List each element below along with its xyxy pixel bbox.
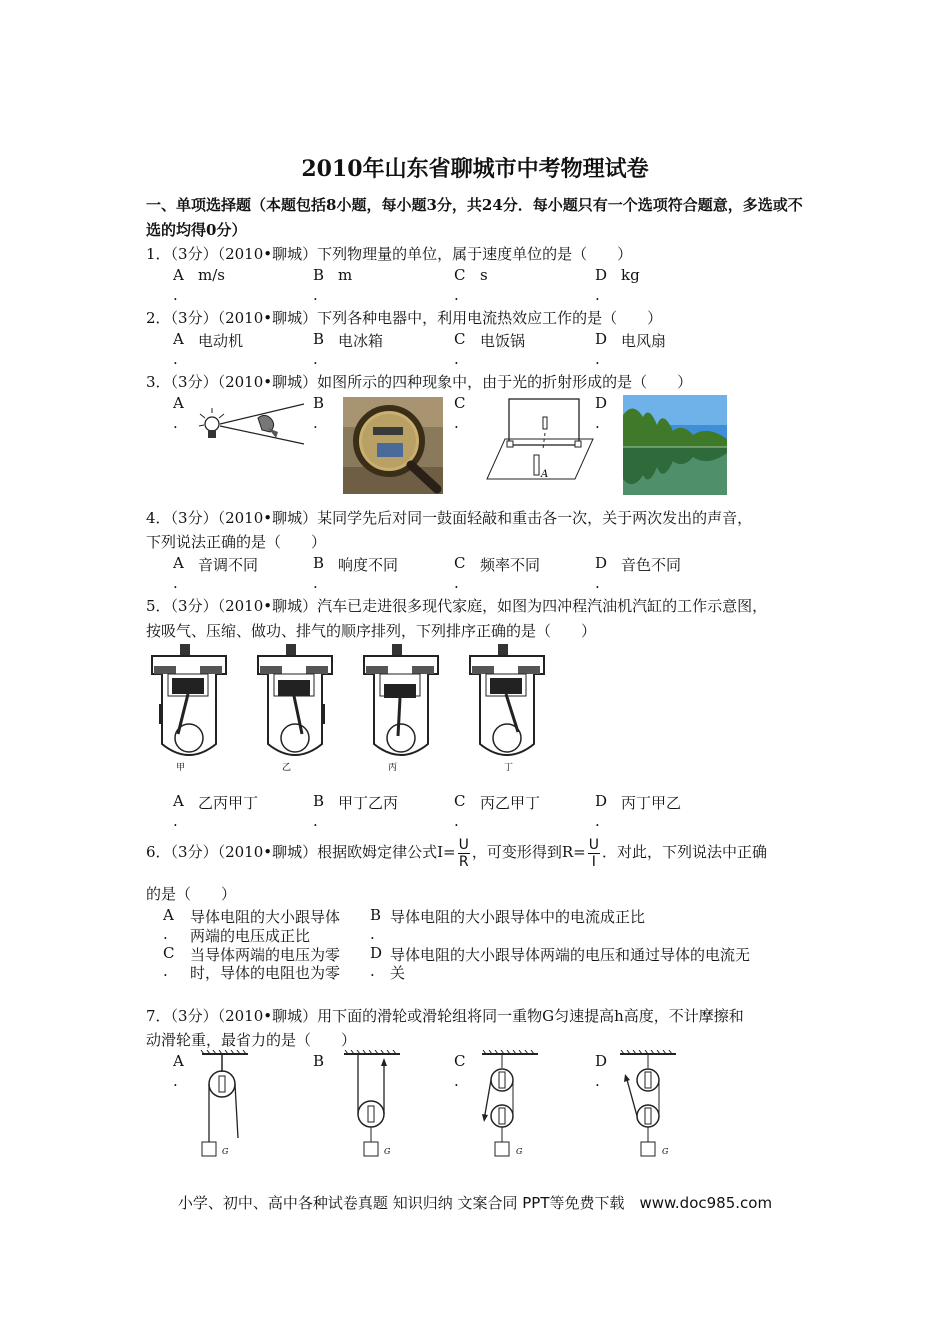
q6-option-a-letter: A <box>163 906 174 924</box>
q5-option-d-text: 丙丁甲乙 <box>621 794 682 812</box>
q7-option-d-letter: D <box>595 1052 608 1070</box>
q4-option-d-text: 音色不同 <box>621 556 682 574</box>
q4-option-a-text: 音调不同 <box>198 556 259 574</box>
question-2-stem: 2．（3分）（2010•聊城）下列各种电器中，利用电流热效应工作的是（ ） <box>146 309 663 327</box>
dot: . <box>173 414 178 432</box>
q4-option-b-text: 响度不同 <box>338 556 399 574</box>
q6-option-c-line1: 当导体两端的电压为零 <box>190 946 341 964</box>
pulley-block-d-figure <box>618 1050 678 1160</box>
question-7-stem-line1: 7．（3分）（2010•聊城）用下面的滑轮或滑轮组将同一重物G匀速提高h高度，不计摩擦和 <box>146 1007 744 1025</box>
fraction-denominator: I <box>591 853 596 870</box>
pulley-block-c-figure <box>480 1050 540 1160</box>
engine-ding-figure <box>464 644 550 772</box>
q1-option-a-letter: A <box>173 266 184 284</box>
q3-option-c-letter: C <box>454 394 466 412</box>
dot: . <box>454 812 459 830</box>
fraction-denominator: R <box>458 853 469 870</box>
dot: . <box>313 286 318 304</box>
question-6-stem <box>146 834 767 870</box>
q6-stem-a: 6．（3分）（2010•聊城）根据欧姆定律公式I= <box>146 843 456 861</box>
page-title: 2010年山东省聊城市中考物理试卷 <box>301 156 649 182</box>
dot: . <box>454 574 459 592</box>
q1-option-c-text: s <box>480 266 488 284</box>
q6-option-d-line2: 关 <box>390 964 406 982</box>
q6-option-c-letter: C <box>163 944 175 962</box>
dot: . <box>313 574 318 592</box>
landscape-reflection-photo <box>623 395 727 495</box>
dot: . <box>313 414 318 432</box>
dot: . <box>370 962 375 980</box>
weight-label: G <box>516 1147 523 1156</box>
dot: . <box>313 812 318 830</box>
q5-option-b-text: 甲丁乙丙 <box>338 794 399 812</box>
question-4-stem-line1: 4．（3分）（2010•聊城）某同学先后对同一鼓面轻敲和重击各一次，关于两次发出的声音， <box>146 509 753 527</box>
question-1-stem: 1．（3分）（2010•聊城）下列物理量的单位，属于速度单位的是（ ） <box>146 245 633 263</box>
engine-label: 乙 <box>282 763 292 772</box>
dot: . <box>370 925 375 943</box>
section-heading: 一、单项选择题（本题包括8小题，每小题3分，共24分．每小题只有一个选项符合题意，多选或不选的均得0分） <box>146 196 803 239</box>
q6-stem-c: ．对此，下列说法中正确 <box>601 843 767 861</box>
question-6-stem-line2: 的是（ ） <box>146 885 237 903</box>
dot: . <box>173 1072 178 1090</box>
q1-option-a-text: m/s <box>198 266 225 284</box>
q2-option-b-letter: B <box>313 330 325 348</box>
q2-option-d-letter: D <box>595 330 608 348</box>
q7-option-b-letter: B <box>313 1052 325 1070</box>
q5-option-b-letter: B <box>313 792 325 810</box>
question-5-stem-line1: 5．（3分）（2010•聊城）汽车已走进很多现代家庭，如图为四冲程汽油机汽缸的工作示意图， <box>146 597 768 615</box>
q6-option-b-letter: B <box>370 906 382 924</box>
dot: . <box>595 286 600 304</box>
q6-stem-b: ，可变形得到R= <box>471 843 586 861</box>
dot: . <box>454 286 459 304</box>
question-3-stem: 3．（3分）（2010•聊城）如图所示的四种现象中，由于光的折射形成的是（ ） <box>146 373 693 391</box>
dot: . <box>173 574 178 592</box>
q1-option-b-letter: B <box>313 266 325 284</box>
q6-option-a-line1: 导体电阻的大小跟导体 <box>190 908 341 926</box>
shadow-lamp-figure <box>196 400 306 448</box>
q2-option-c-text: 电饭锅 <box>480 332 526 350</box>
dot: . <box>595 414 600 432</box>
q2-option-a-text: 电动机 <box>198 332 244 350</box>
fraction-u-over-r <box>458 837 470 870</box>
engine-label: 甲 <box>176 763 186 772</box>
q6-option-c-line2: 时，导体的电阻也为零 <box>190 964 341 982</box>
dot: . <box>173 812 178 830</box>
q6-option-a-line2: 两端的电压成正比 <box>190 927 311 945</box>
magnifier-photo <box>343 397 443 494</box>
dot: . <box>595 1072 600 1090</box>
fraction-numerator: U <box>458 836 469 853</box>
movable-pulley-figure <box>342 1050 402 1160</box>
dot: . <box>595 812 600 830</box>
question-5-stem-line2: 按吸气、压缩、做功、排气的顺序排列，下列排序正确的是（ ） <box>146 622 597 640</box>
q4-option-c-letter: C <box>454 554 466 572</box>
q2-option-b-text: 电冰箱 <box>338 332 384 350</box>
q4-option-a-letter: A <box>173 554 184 572</box>
q7-option-a-letter: A <box>173 1052 184 1070</box>
engine-label: 丙 <box>388 763 398 772</box>
q7-option-c-letter: C <box>454 1052 466 1070</box>
q6-option-d-line1: 导体电阻的大小跟导体两端的电压和通过导体的电流无 <box>390 946 751 964</box>
q3-option-d-letter: D <box>595 394 608 412</box>
q4-option-c-text: 频率不同 <box>480 556 541 574</box>
q4-option-b-letter: B <box>313 554 325 572</box>
q5-option-a-text: 乙丙甲丁 <box>198 794 259 812</box>
q2-option-a-letter: A <box>173 330 184 348</box>
q1-option-b-text: m <box>338 266 353 284</box>
fig-c-label: A <box>541 469 549 480</box>
q1-option-d-text: kg <box>621 266 640 284</box>
weight-label: G <box>662 1147 669 1156</box>
q6-option-d-letter: D <box>370 944 383 962</box>
question-4-stem-line2: 下列说法正确的是（ ） <box>146 533 327 551</box>
weight-label: G <box>222 1147 229 1156</box>
q5-option-d-letter: D <box>595 792 608 810</box>
q3-option-b-letter: B <box>313 394 325 412</box>
dot: . <box>173 350 178 368</box>
weight-label: G <box>384 1147 391 1156</box>
engine-jia-figure <box>146 644 232 772</box>
dot: . <box>595 350 600 368</box>
fixed-pulley-figure <box>198 1050 252 1160</box>
engine-bing-figure <box>358 644 444 772</box>
q5-option-c-letter: C <box>454 792 466 810</box>
q1-option-d-letter: D <box>595 266 608 284</box>
footer-text: 小学、初中、高中各种试卷真题 知识归纳 文案合同 PPT等免费下载 www.doc985.com <box>177 1194 773 1212</box>
dot: . <box>173 286 178 304</box>
dot: . <box>454 414 459 432</box>
q5-option-c-text: 丙乙甲丁 <box>480 794 541 812</box>
dot: . <box>454 1072 459 1090</box>
fraction-u-over-i <box>588 837 600 870</box>
q4-option-d-letter: D <box>595 554 608 572</box>
q1-option-c-letter: C <box>454 266 466 284</box>
dot: . <box>163 925 168 943</box>
q6-option-b-line1: 导体电阻的大小跟导体中的电流成正比 <box>390 908 646 926</box>
q2-option-c-letter: C <box>454 330 466 348</box>
q3-option-a-letter: A <box>173 394 184 412</box>
engine-label: 丁 <box>504 763 514 772</box>
q5-option-a-letter: A <box>173 792 184 810</box>
q2-option-d-text: 电风扇 <box>621 332 667 350</box>
plane-mirror-figure <box>483 397 595 483</box>
dot: . <box>595 574 600 592</box>
dot: . <box>313 350 318 368</box>
fraction-numerator: U <box>588 836 599 853</box>
engine-yi-figure <box>252 644 338 772</box>
dot: . <box>454 350 459 368</box>
question-7-stem-line2: 动滑轮重，最省力的是（ ） <box>146 1031 357 1049</box>
dot: . <box>163 962 168 980</box>
